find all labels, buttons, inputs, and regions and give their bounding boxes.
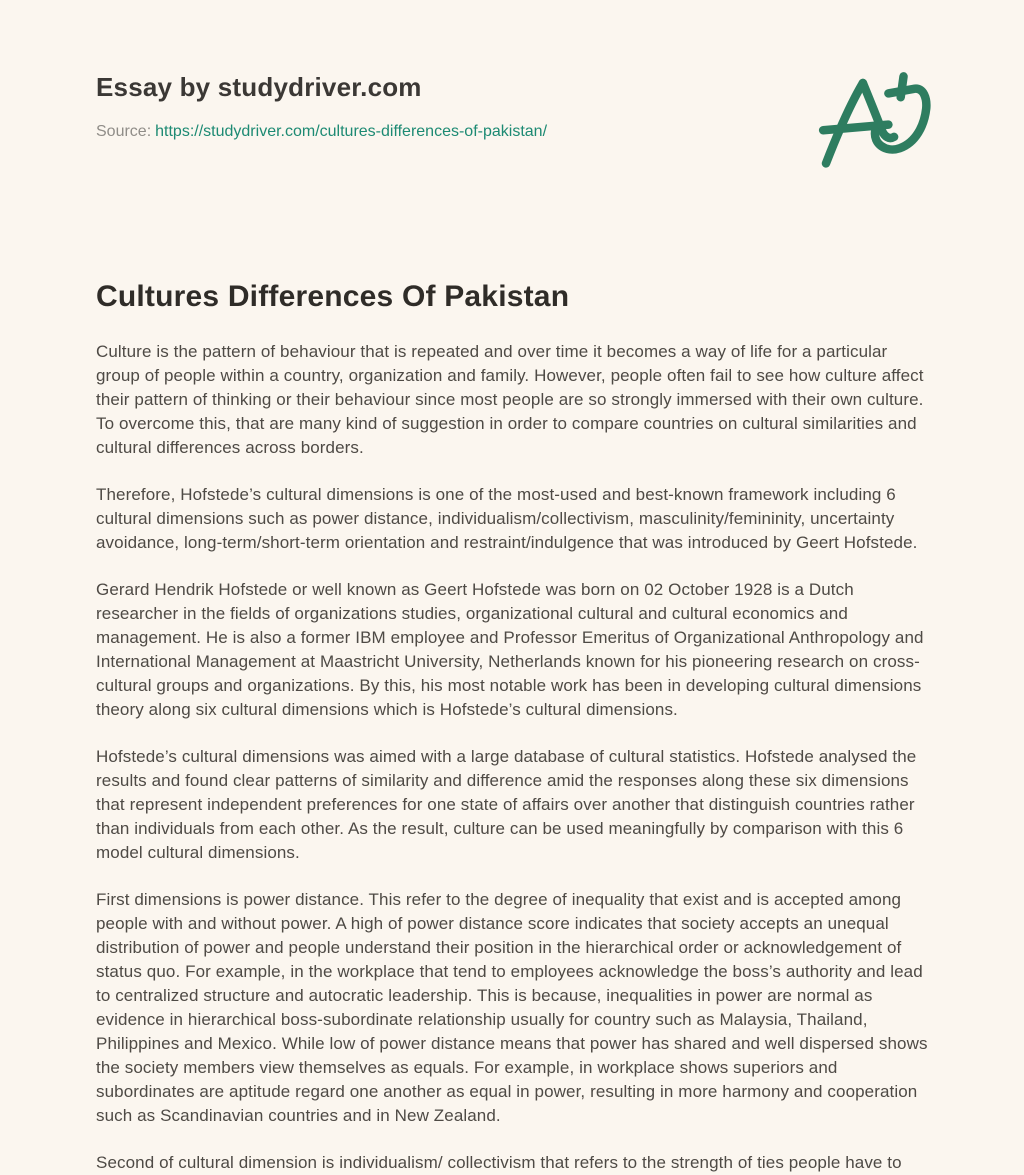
- paragraph-1: Culture is the pattern of behaviour that is repeated and over time it becomes a way of life for a particular group of people within a country, organization and family. However, people often fail to see how culture affect their pattern of thinking or their behaviour since most people are so strongly immersed with their own culture. To overcome this, that are many kind of suggestion in order to compare countries on cultural similarities and cultural differences across borders.: [96, 342, 924, 457]
- source-url-link[interactable]: https://studydriver.com/cultures-differences-of-pakistan/: [155, 123, 548, 140]
- header-text-block: [96, 72, 547, 141]
- article-title: Cultures Differences Of Pakistan: [96, 280, 570, 313]
- paragraph-5: First dimensions is power distance. This refer to the degree of inequality that exist and is accepted among people with and without power. A high of power distance score indicates that society accepts an unequal distribution of power and people understand their position in the hierarchical order or acknowledgement of status quo. For example, in the workplace that tend to employees acknowledge the boss’s authority and lead to centralized structure and autocratic leadership. This is because, inequalities in power are normal as evidence in hierarchical boss-subordinate relationship usually for country such as Malaysia, Thailand, Philippines and Mexico. While low of power distance means that power has shared and well dispersed shows the society members view themselves as equals. For example, in workplace shows superiors and subordinates are aptitude regard one another as equal in power, resulting in more harmony and cooperation such as Scandinavian countries and in New Zealand.: [96, 890, 928, 1125]
- source-label: Source:: [96, 123, 152, 140]
- page-header: [96, 72, 928, 170]
- article-body: [96, 340, 928, 1175]
- paragraph-6: Second of cultural dimension is individualism/ collectivism that refers to the strength of ties people have to: [96, 1153, 902, 1172]
- paragraph-4: Hofstede’s cultural dimensions was aimed with a large database of cultural statistics. Hofstede analysed the results and found clear patterns of similarity and difference amid the responses along these six dimensions that represent independent preferences for one state of affairs over another that distinguish countries rather than individuals from each other. As the result, culture can be used meaningfully by comparison with this 6 model cultural dimensions.: [96, 747, 917, 862]
- source-line: [96, 123, 547, 141]
- paragraph-2: Therefore, Hofstede’s cultural dimensions is one of the most-used and best-known framework including 6 cultural dimensions such as power distance, individualism/collectivism, masculinity/femininity, uncertainty avoidance, long-term/short-term orientation and restraint/indulgence that was introduced by Geert Hofstede.: [96, 485, 918, 552]
- paragraph-3: Gerard Hendrik Hofstede or well known as Geert Hofstede was born on 02 October 1928 is a Dutch researcher in the fields of organizations studies, organizational cultural and cultural economics and management. He is also a former IBM employee and Professor Emeritus of Organizational Anthropology and International Management at Maastricht University, Netherlands known for his pioneering research on cross-cultural groups and organizations. By this, his most notable work has been in developing cultural dimensions theory along six cultural dimensions which is Hofstede’s cultural dimensions.: [96, 580, 924, 719]
- studydriver-a-plus-logo-icon: [816, 66, 940, 170]
- site-header-title: Essay by studydriver.com: [96, 72, 422, 102]
